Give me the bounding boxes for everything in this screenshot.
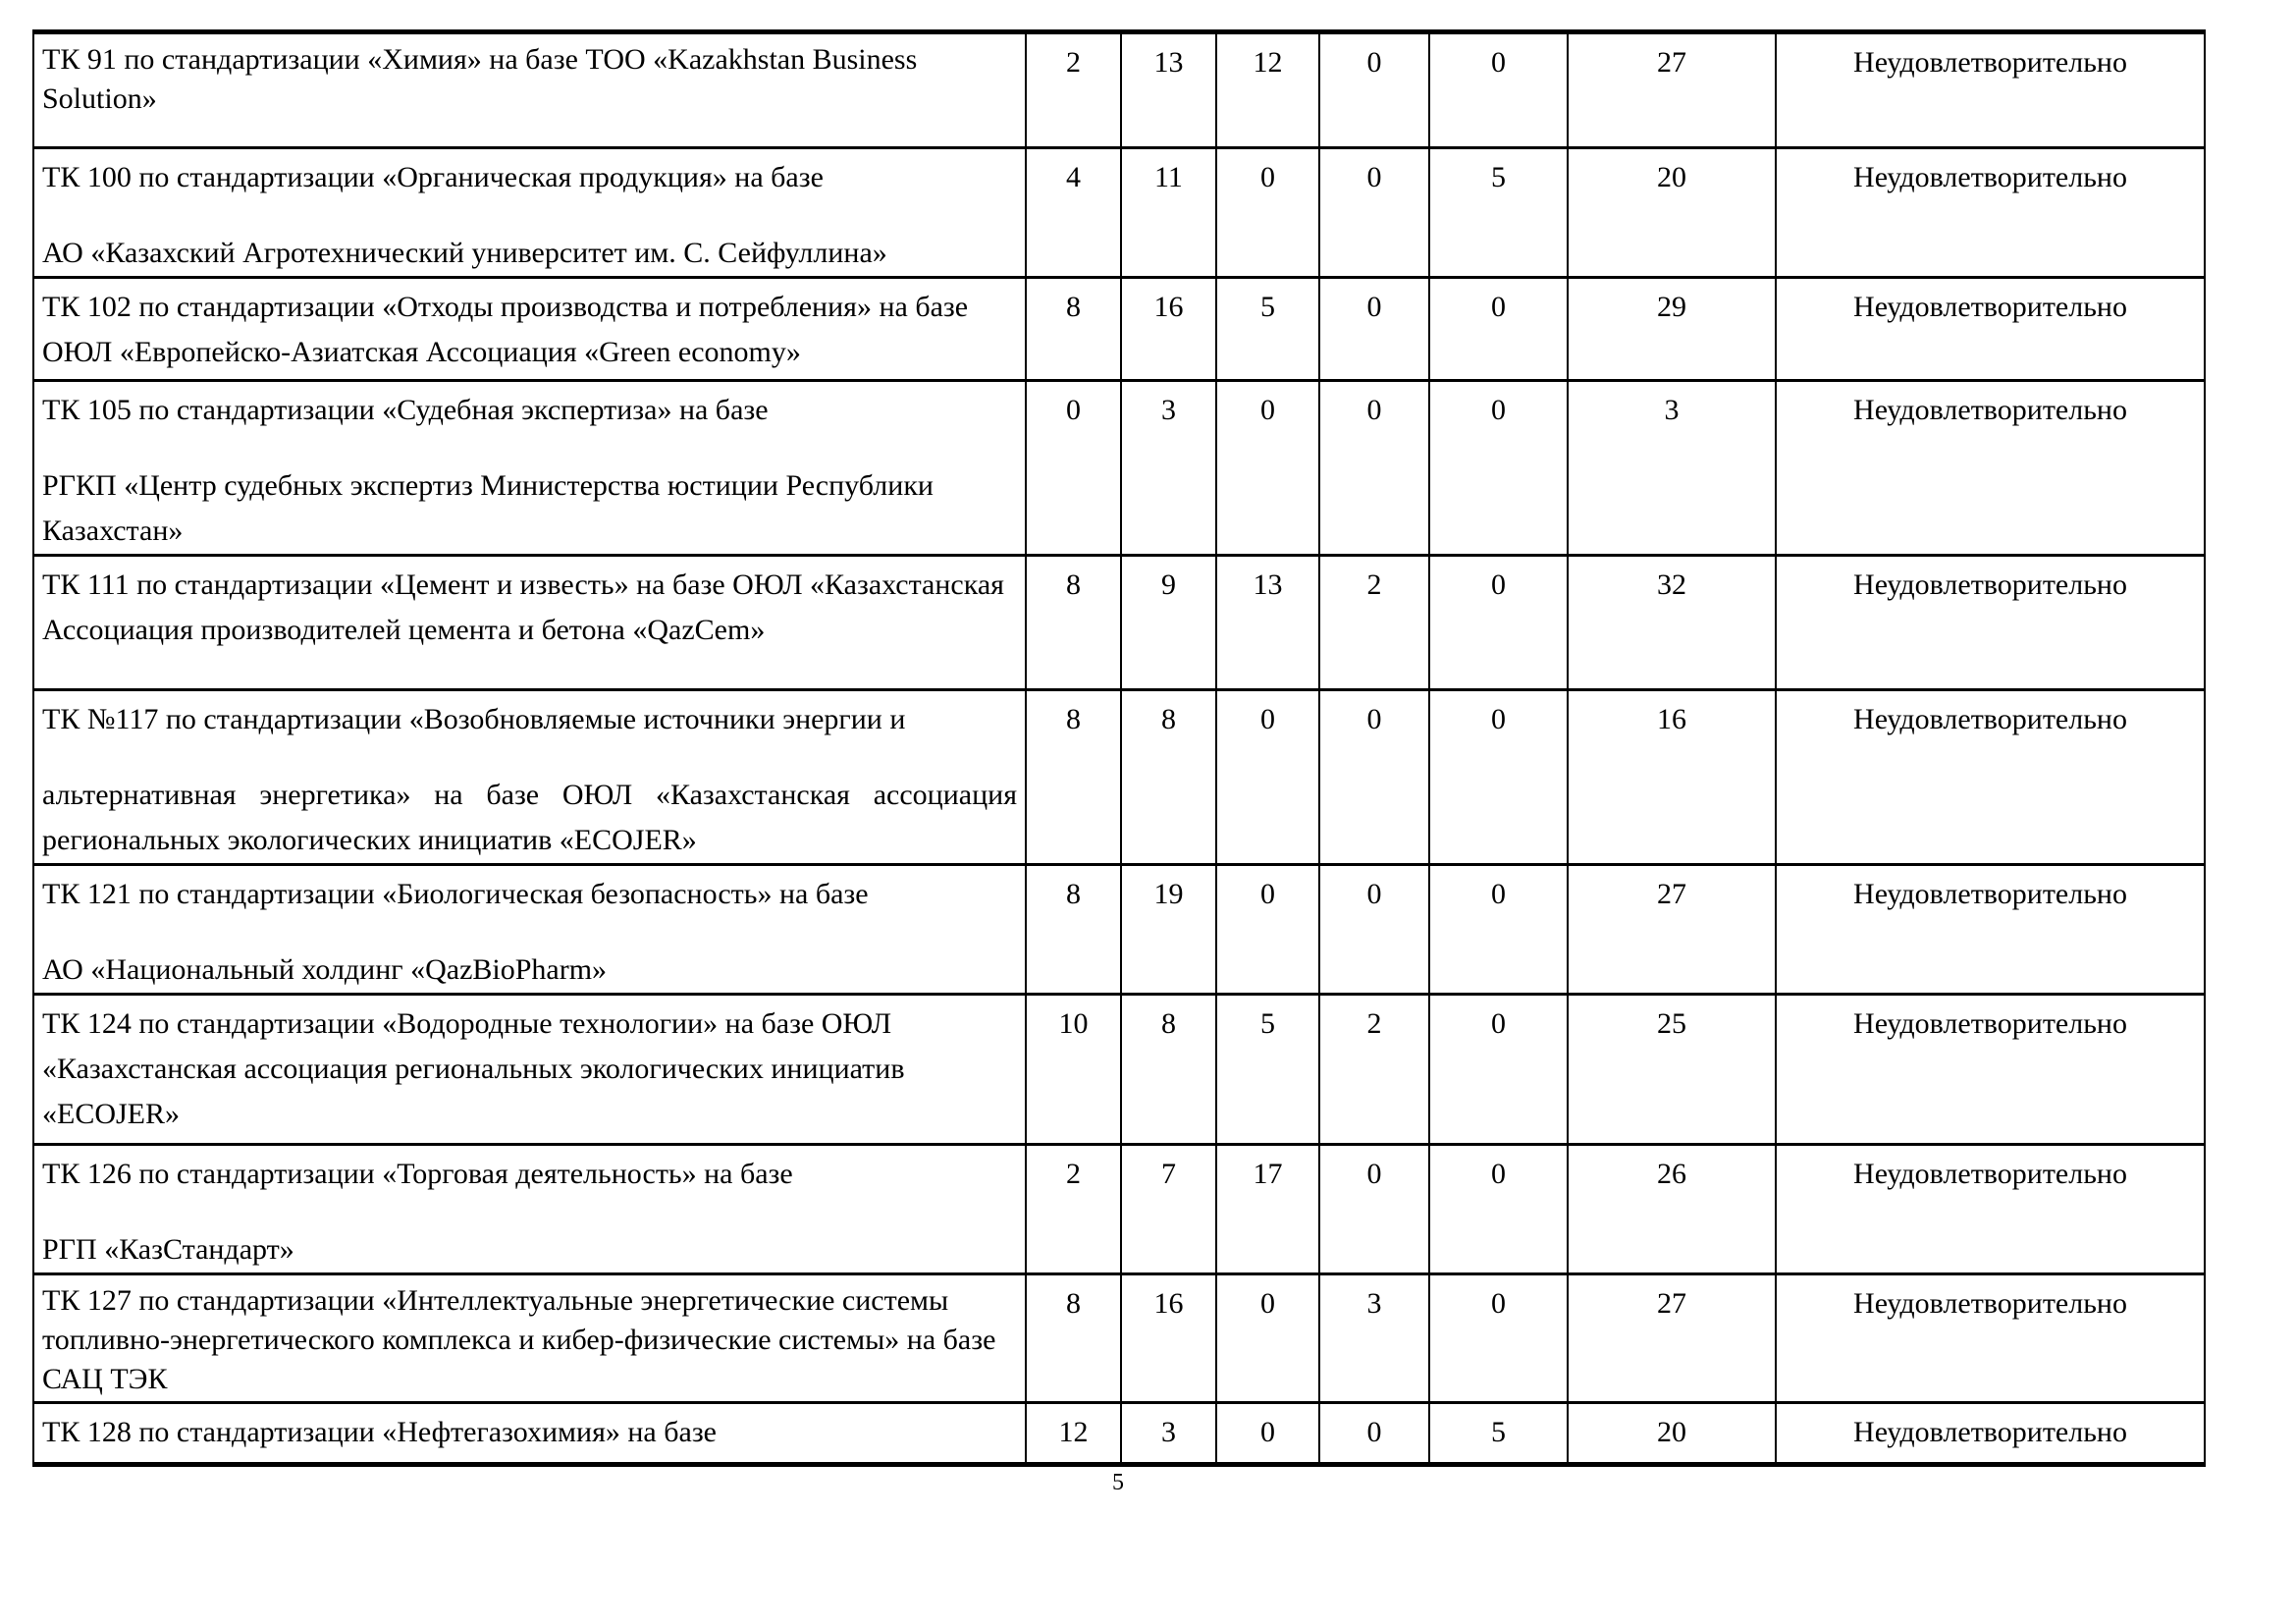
score-cell-4: 0 (1319, 1403, 1429, 1465)
score-cell-4: 0 (1319, 381, 1429, 556)
total-cell: 20 (1568, 1403, 1776, 1465)
score-cell-3: 5 (1216, 278, 1319, 381)
table-row-tk102 (33, 278, 2205, 381)
rating-cell: Неудовлетворительно (1776, 278, 2205, 381)
score-cell-3: 5 (1216, 995, 1319, 1145)
score-cell-2: 3 (1121, 1403, 1216, 1465)
tk-name-paragraph: ТК 126 по стандартизации «Торговая деятельность» на базе (42, 1158, 793, 1190)
tk-assessment-table (32, 29, 2206, 1467)
tk-name-paragraph: ТК 91 по стандартизации «Химия» на базе ТОО «Kazakhstan Business Solution» (42, 43, 918, 115)
score-cell-1: 8 (1026, 556, 1121, 690)
score-cell-3: 17 (1216, 1145, 1319, 1274)
table-row-tk124 (33, 995, 2205, 1145)
page-number: 5 (1112, 1470, 1124, 1495)
tk-name-cell (33, 1274, 1026, 1403)
score-cell-4: 2 (1319, 995, 1429, 1145)
score-cell-5: 0 (1429, 995, 1568, 1145)
score-cell-1: 2 (1026, 32, 1121, 148)
score-cell-1: 8 (1026, 865, 1121, 995)
score-cell-2: 13 (1121, 32, 1216, 148)
rating-cell: Неудовлетворительно (1776, 148, 2205, 278)
score-cell-5: 0 (1429, 1145, 1568, 1274)
score-cell-5: 0 (1429, 865, 1568, 995)
tk-base-paragraph: АО «Национальный холдинг «QazBioPharm» (42, 953, 608, 986)
score-cell-2: 16 (1121, 1274, 1216, 1403)
total-cell: 27 (1568, 32, 1776, 148)
score-cell-1: 8 (1026, 1274, 1121, 1403)
tk-base-paragraph: альтернативная энергетика» на базе ОЮЛ «Казахстанская ассоциация региональных экологических инициатив «ECOJER» (42, 779, 1017, 856)
table-row-tk121 (33, 865, 2205, 995)
tk-name-paragraph: ТК 127 по стандартизации «Интеллектуальные энергетические системы топливно-энергетического комплекса и кибер-физические системы» на базе САЦ ТЭК (42, 1284, 996, 1395)
rating-cell: Неудовлетворительно (1776, 381, 2205, 556)
score-cell-4: 0 (1319, 148, 1429, 278)
table-row-tk91 (33, 32, 2205, 148)
score-cell-5: 0 (1429, 381, 1568, 556)
score-cell-2: 3 (1121, 381, 1216, 556)
tk-name-paragraph: ТК 121 по стандартизации «Биологическая безопасность» на базе (42, 878, 869, 910)
tk-base-paragraph: РГКП «Центр судебных экспертиз Министерства юстиции Республики Казахстан» (42, 469, 934, 547)
total-cell: 16 (1568, 690, 1776, 865)
score-cell-4: 0 (1319, 690, 1429, 865)
total-cell: 20 (1568, 148, 1776, 278)
rating-cell: Неудовлетворительно (1776, 556, 2205, 690)
total-cell: 26 (1568, 1145, 1776, 1274)
tk-name-paragraph: ТК 102 по стандартизации «Отходы производства и потребления» на базе ОЮЛ «Европейско-Азиатская Ассоциация «Green economy» (42, 291, 969, 368)
score-cell-2: 19 (1121, 865, 1216, 995)
total-cell: 3 (1568, 381, 1776, 556)
score-cell-2: 9 (1121, 556, 1216, 690)
tk-name-cell (33, 690, 1026, 865)
score-cell-1: 2 (1026, 1145, 1121, 1274)
tk-name-paragraph: ТК 128 по стандартизации «Нефтегазохимия» на базе (42, 1416, 717, 1448)
score-cell-2: 11 (1121, 148, 1216, 278)
score-cell-4: 0 (1319, 278, 1429, 381)
score-cell-3: 0 (1216, 381, 1319, 556)
score-cell-3: 0 (1216, 690, 1319, 865)
score-cell-5: 0 (1429, 690, 1568, 865)
score-cell-4: 0 (1319, 1145, 1429, 1274)
rating-cell: Неудовлетворительно (1776, 1403, 2205, 1465)
rating-cell: Неудовлетворительно (1776, 1145, 2205, 1274)
tk-name-cell (33, 865, 1026, 995)
tk-name-paragraph: ТК 105 по стандартизации «Судебная экспертиза» на базе (42, 394, 769, 426)
score-cell-2: 8 (1121, 995, 1216, 1145)
total-cell: 29 (1568, 278, 1776, 381)
table-row-tk126 (33, 1145, 2205, 1274)
total-cell: 27 (1568, 1274, 1776, 1403)
rating-cell: Неудовлетворительно (1776, 32, 2205, 148)
score-cell-1: 0 (1026, 381, 1121, 556)
rating-cell: Неудовлетворительно (1776, 995, 2205, 1145)
score-cell-5: 0 (1429, 32, 1568, 148)
tk-name-paragraph: ТК 111 по стандартизации «Цемент и известь» на базе ОЮЛ «Казахстанская Ассоциация производителей цемента и бетона «QazCem» (42, 568, 1004, 646)
tk-name-paragraph: ТК 100 по стандартизации «Органическая продукция» на базе (42, 161, 824, 193)
score-cell-1: 12 (1026, 1403, 1121, 1465)
score-cell-3: 0 (1216, 1403, 1319, 1465)
table-row-tk100 (33, 148, 2205, 278)
tk-name-cell (33, 278, 1026, 381)
tk-name-cell (33, 556, 1026, 690)
score-cell-5: 5 (1429, 148, 1568, 278)
table-row-tk111 (33, 556, 2205, 690)
score-cell-4: 2 (1319, 556, 1429, 690)
tk-base-paragraph: АО «Казахский Агротехнический университет им. С. Сейфуллина» (42, 237, 887, 269)
table-row-tk117 (33, 690, 2205, 865)
score-cell-4: 0 (1319, 32, 1429, 148)
score-cell-2: 16 (1121, 278, 1216, 381)
tk-name-paragraph: ТК 124 по стандартизации «Водородные технологии» на базе ОЮЛ «Казахстанская ассоциация региональных экологических инициатив «ECOJER» (42, 1007, 905, 1130)
score-cell-4: 3 (1319, 1274, 1429, 1403)
rating-cell: Неудовлетворительно (1776, 690, 2205, 865)
score-cell-1: 8 (1026, 278, 1121, 381)
score-cell-5: 0 (1429, 556, 1568, 690)
tk-name-cell (33, 995, 1026, 1145)
score-cell-5: 0 (1429, 278, 1568, 381)
score-cell-5: 0 (1429, 1274, 1568, 1403)
table-row-tk128 (33, 1403, 2205, 1465)
tk-name-cell (33, 148, 1026, 278)
total-cell: 25 (1568, 995, 1776, 1145)
rating-cell: Неудовлетворительно (1776, 865, 2205, 995)
total-cell: 27 (1568, 865, 1776, 995)
tk-name-cell (33, 1145, 1026, 1274)
tk-base-paragraph: РГП «КазСтандарт» (42, 1233, 294, 1266)
total-cell: 32 (1568, 556, 1776, 690)
rating-cell: Неудовлетворительно (1776, 1274, 2205, 1403)
score-cell-3: 12 (1216, 32, 1319, 148)
table-row-tk127 (33, 1274, 2205, 1403)
tk-name-cell (33, 381, 1026, 556)
score-cell-3: 13 (1216, 556, 1319, 690)
tk-name-cell (33, 32, 1026, 148)
score-cell-3: 0 (1216, 865, 1319, 995)
tk-name-cell (33, 1403, 1026, 1465)
score-cell-3: 0 (1216, 148, 1319, 278)
score-cell-2: 7 (1121, 1145, 1216, 1274)
score-cell-1: 8 (1026, 690, 1121, 865)
score-cell-4: 0 (1319, 865, 1429, 995)
score-cell-1: 10 (1026, 995, 1121, 1145)
table-row-tk105 (33, 381, 2205, 556)
score-cell-3: 0 (1216, 1274, 1319, 1403)
score-cell-5: 5 (1429, 1403, 1568, 1465)
tk-name-paragraph: ТК №117 по стандартизации «Возобновляемые источники энергии и (42, 703, 906, 735)
score-cell-2: 8 (1121, 690, 1216, 865)
score-cell-1: 4 (1026, 148, 1121, 278)
